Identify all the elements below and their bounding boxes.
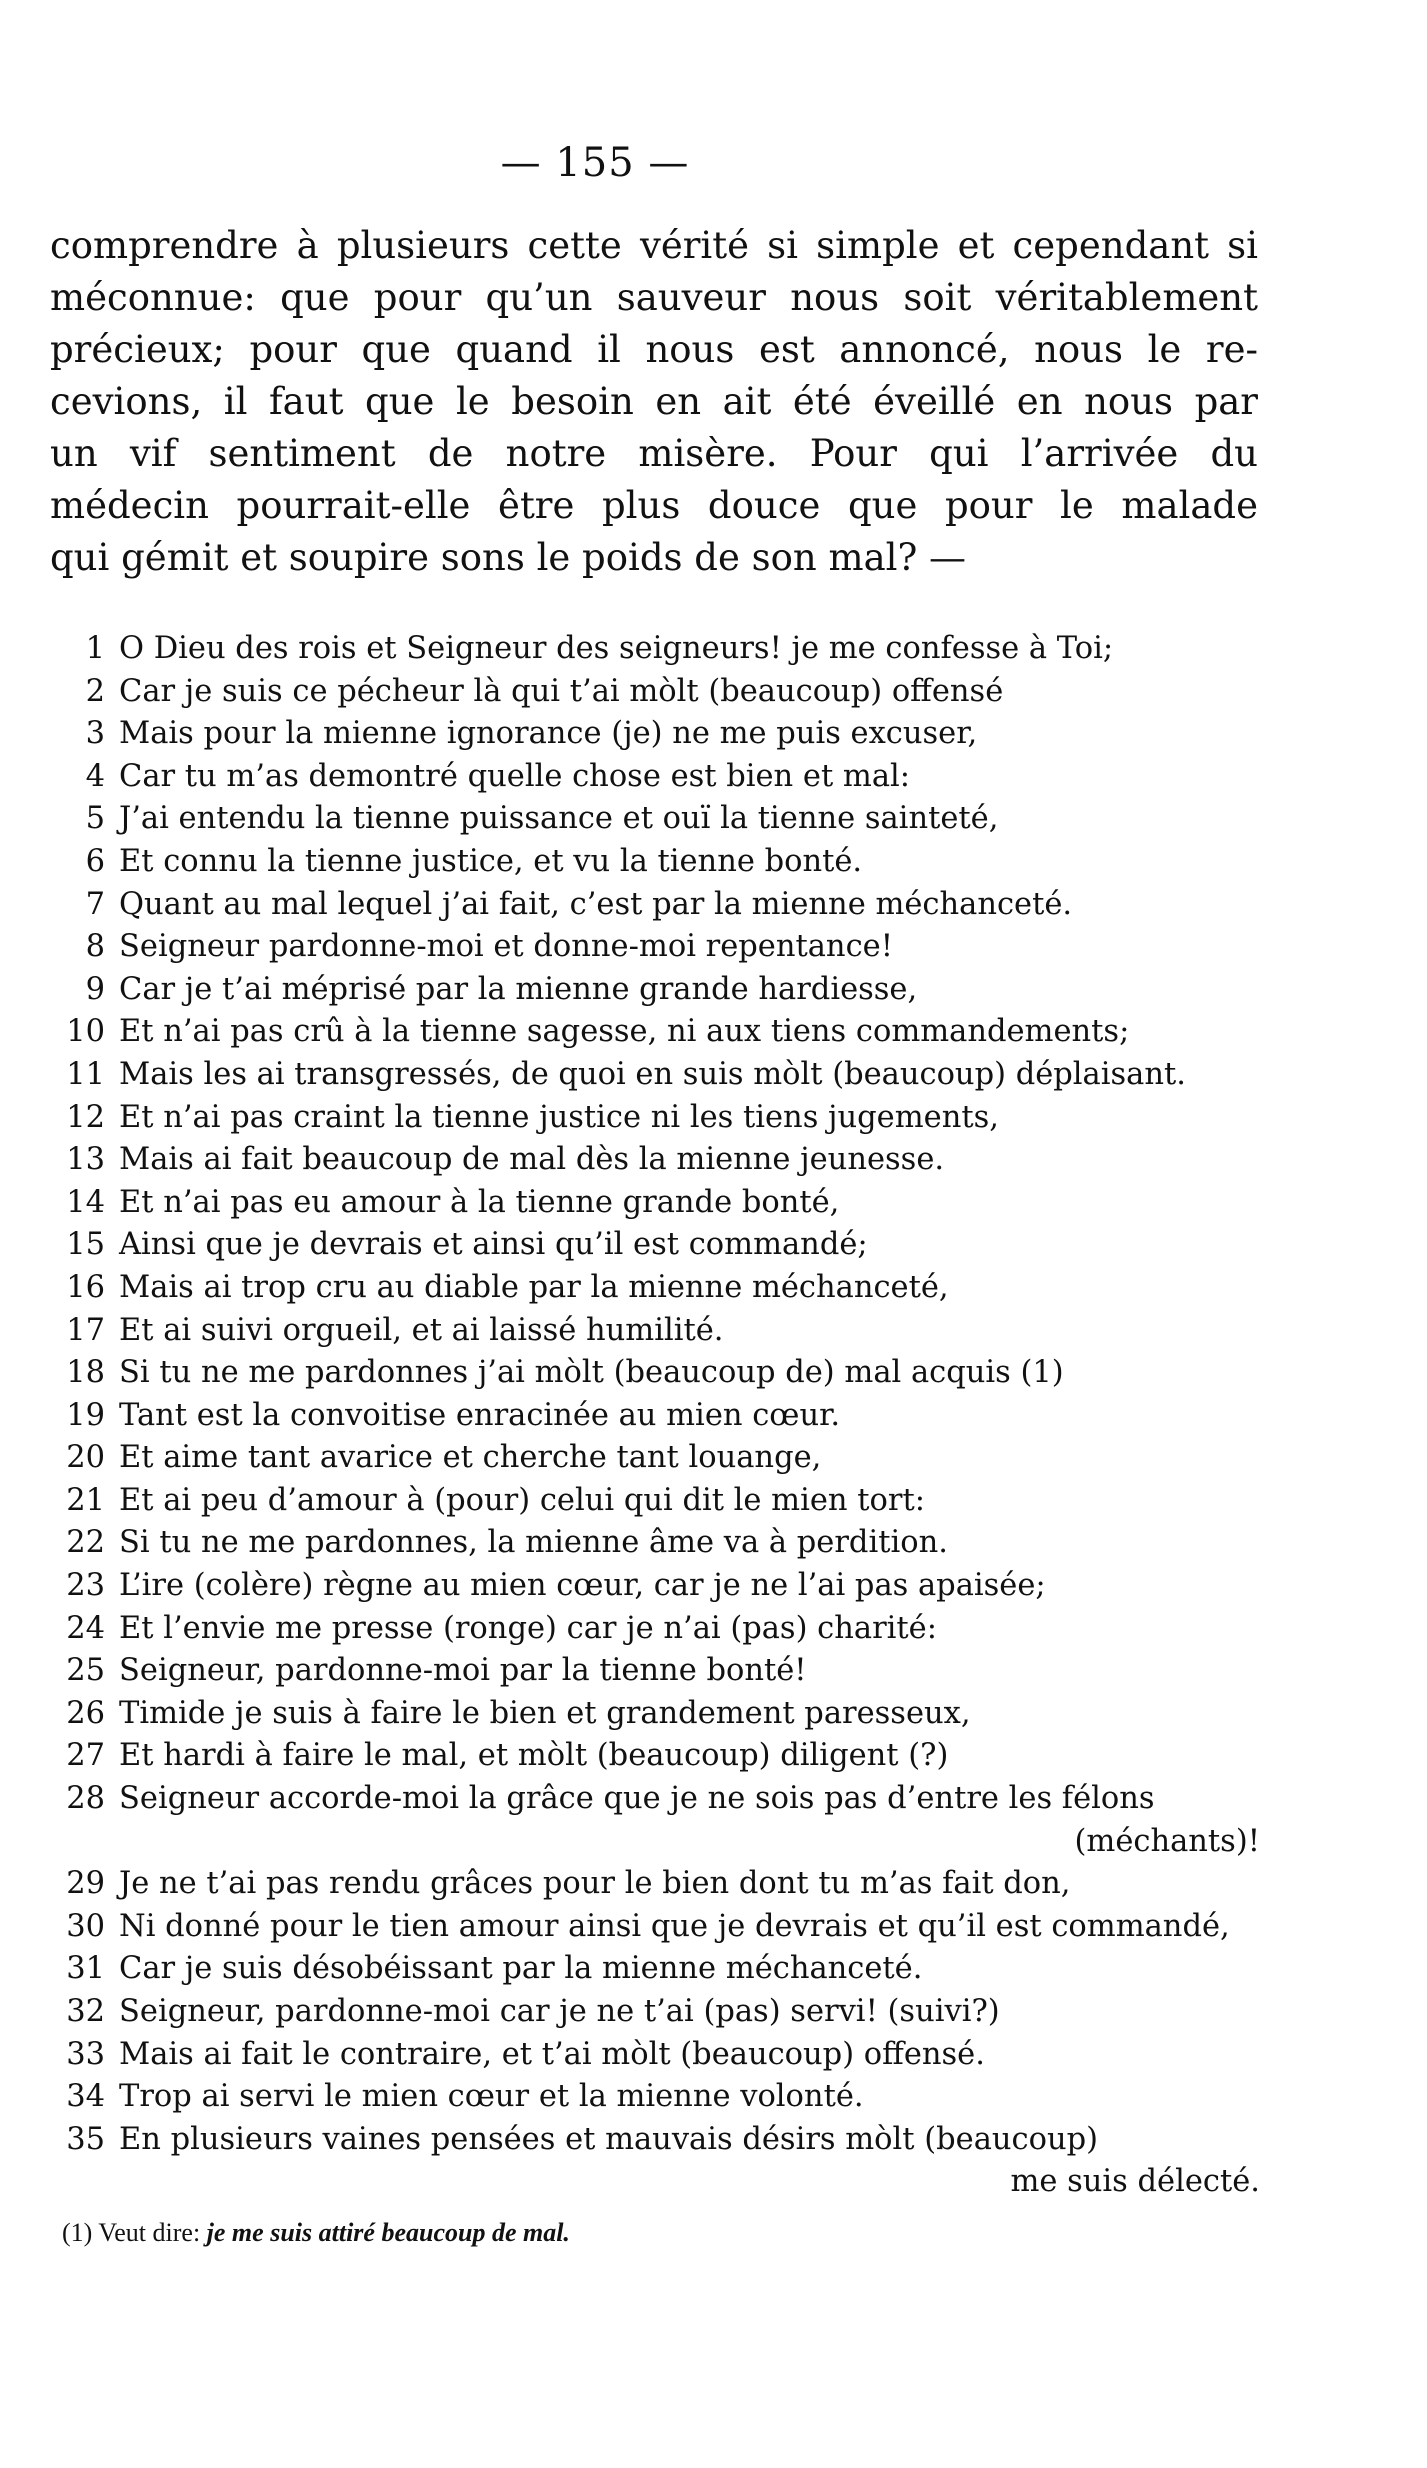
intro-line: médecin pourrait-elle être plus douce que pour le malade <box>50 484 1258 527</box>
verse-number: 11 <box>66 1056 105 1092</box>
verse-line <box>50 884 1260 927</box>
verse-number: 15 <box>66 1227 105 1263</box>
verse-number: 5 <box>85 801 105 837</box>
verse-text: Et hardi à faire le mal, et mòlt (beaucoup) diligent (?) <box>119 1738 949 1774</box>
verse-line <box>50 2119 1260 2162</box>
verse-text: Ainsi que je devrais et ainsi qu’il est commandé; <box>119 1227 868 1263</box>
intro-line: précieux; pour que quand il nous est annoncé, nous le re- <box>50 328 1258 371</box>
verse-line <box>50 1011 1260 1054</box>
verse-number: 14 <box>66 1184 105 1220</box>
verse-line <box>50 1991 1260 2034</box>
verse-number: 30 <box>66 1908 105 1944</box>
verse-text: Et l’envie me presse (ronge) car je n’ai (pas) charité: <box>119 1610 938 1646</box>
verse-line <box>50 1097 1260 1140</box>
verse-line <box>50 1522 1260 1565</box>
verse-line <box>50 969 1260 1012</box>
verse-number: 35 <box>66 2121 105 2157</box>
verse-text: Seigneur, pardonne-moi car je ne t’ai (pas) servi! (suivi?) <box>119 1994 1000 2029</box>
verse-number: 17 <box>66 1312 105 1348</box>
verse-number: 22 <box>66 1525 105 1561</box>
footnote <box>62 2218 570 2248</box>
footnote-lead: Veut dire: <box>98 2218 201 2247</box>
verse-number: 4 <box>85 758 105 794</box>
verse-text: Si tu ne me pardonnes j’ai mòlt (beaucoup de) mal acquis (1) <box>119 1355 1064 1391</box>
verse-number: 9 <box>85 971 105 1007</box>
verse-number: 13 <box>66 1142 105 1178</box>
verse-line <box>50 1267 1260 1310</box>
verse-text: Je ne t’ai pas rendu grâces pour le bien dont tu m’as fait don, <box>119 1866 1071 1902</box>
verse-text: Tant est la convoitise enracinée au mien cœur. <box>119 1397 841 1433</box>
verse-text: Trop ai servi le mien cœur et la mienne volonté. <box>119 2079 864 2115</box>
verse-line <box>50 1650 1260 1693</box>
verse-number: 24 <box>66 1610 105 1646</box>
verse-number: 26 <box>66 1695 105 1731</box>
verse-text: Seigneur, pardonne-moi par la tienne bonté! <box>119 1653 807 1689</box>
verse-text: Timide je suis à faire le bien et grandement paresseux, <box>119 1695 971 1731</box>
verse-line <box>50 2076 1260 2119</box>
verse-line <box>50 1395 1260 1438</box>
verse-number: 31 <box>66 1951 105 1987</box>
verse-number: 12 <box>66 1099 105 1135</box>
verse-text: Et ai peu d’amour à (pour) celui qui dit le mien tort: <box>119 1482 925 1518</box>
verse-number: 6 <box>85 843 105 879</box>
verse-continuation: me suis délecté. <box>1010 2164 1260 2200</box>
verse-line <box>50 671 1260 714</box>
verse-text: Car je t’ai méprisé par la mienne grande hardiesse, <box>119 971 918 1007</box>
intro-line: un vif sentiment de notre misère. Pour qui l’arrivée du <box>50 432 1258 475</box>
verse-text: Et n’ai pas eu amour à la tienne grande bonté, <box>119 1184 840 1220</box>
verse-line <box>50 713 1260 756</box>
intro-line: qui gémit et soupire sons le poids de son mal? — <box>50 536 967 579</box>
verse-line <box>50 926 1260 969</box>
verse-text: J’ai entendu la tienne puissance et ouï la tienne sainteté, <box>119 801 999 837</box>
verse-number: 27 <box>66 1738 105 1774</box>
verse-line <box>50 756 1260 799</box>
page-number: — 155 — <box>500 140 690 186</box>
verse-line <box>50 1778 1260 1821</box>
verse-text: Car tu m’as demontré quelle chose est bien et mal: <box>119 758 911 794</box>
verse-text: Et n’ai pas crû à la tienne sagesse, ni aux tiens commandements; <box>119 1014 1130 1050</box>
verse-text: En plusieurs vaines pensées et mauvais désirs mòlt (beaucoup) <box>119 2121 1099 2157</box>
verse-number: 1 <box>85 631 105 666</box>
intro-line: méconnue: que pour qu’un sauveur nous soit véritablement <box>50 276 1258 319</box>
footnote-italic: je me suis attiré beaucoup de mal. <box>206 2218 570 2247</box>
verse-line <box>50 841 1260 884</box>
verse-text: Mais pour la mienne ignorance (je) ne me puis excuser, <box>119 716 978 752</box>
verse-line <box>50 1054 1260 1097</box>
verse-number: 32 <box>66 1994 105 2029</box>
verse-number: 23 <box>66 1568 105 1604</box>
verse-number: 8 <box>85 929 105 965</box>
verse-line <box>50 1352 1260 1395</box>
verse-text: Et connu la tienne justice, et vu la tienne bonté. <box>119 843 863 879</box>
verse-line <box>50 2034 1260 2077</box>
verse-text: Ni donné pour le tien amour ainsi que je devrais et qu’il est commandé, <box>119 1908 1230 1944</box>
verse-text: Seigneur accorde-moi la grâce que je ne sois pas d’entre les félons <box>119 1781 1155 1817</box>
verse-number: 2 <box>85 673 105 709</box>
verse-text: Mais les ai transgressés, de quoi en suis mòlt (beaucoup) déplaisant. <box>119 1056 1186 1092</box>
verse-text: Car je suis ce pécheur là qui t’ai mòlt (beaucoup) offensé <box>119 673 1004 709</box>
verse-number: 29 <box>66 1866 105 1902</box>
verse-text: Quant au mal lequel j’ai fait, c’est par la mienne méchanceté. <box>119 886 1073 922</box>
footnote-marker: (1) <box>62 2218 93 2247</box>
verse-line <box>50 798 1260 841</box>
verse-number: 19 <box>66 1397 105 1433</box>
verse-text: Mais ai trop cru au diable par la mienne méchanceté, <box>119 1269 949 1305</box>
verse-text: L’ire (colère) règne au mien cœur, car je ne l’ai pas apaisée; <box>119 1568 1046 1604</box>
verse-line <box>50 1863 1260 1906</box>
verse-text: Seigneur pardonne-moi et donne-moi repentance! <box>119 929 893 965</box>
verse-number: 33 <box>66 2036 105 2072</box>
verse-number: 21 <box>66 1482 105 1518</box>
intro-line: cevions, il faut que le besoin en ait été éveillé en nous par <box>50 380 1258 423</box>
verse-continuation: (méchants)! <box>1074 1823 1260 1859</box>
verse-number: 28 <box>66 1781 105 1817</box>
verse-line <box>50 1310 1260 1353</box>
verse-number: 3 <box>85 716 105 752</box>
verse-number: 7 <box>85 886 105 922</box>
verse-line <box>50 1948 1260 1991</box>
verse-line <box>50 1182 1260 1225</box>
verse-text: Et ai suivi orgueil, et ai laissé humilité. <box>119 1312 724 1348</box>
verse-line <box>50 628 1260 671</box>
verse-number: 20 <box>66 1440 105 1476</box>
verse-text: Mais ai fait le contraire, et t’ai mòlt (beaucoup) offensé. <box>119 2036 985 2072</box>
verse-text: Mais ai fait beaucoup de mal dès la mienne jeunesse. <box>119 1142 945 1178</box>
verse-line <box>50 1693 1260 1736</box>
verse-number: 34 <box>66 2079 105 2115</box>
verse-number: 18 <box>66 1355 105 1391</box>
verse-line <box>50 1437 1260 1480</box>
verse-line <box>50 1906 1260 1949</box>
verse-list <box>50 628 1260 2204</box>
verse-number: 10 <box>66 1014 105 1050</box>
verse-text: Et aime tant avarice et cherche tant louange, <box>119 1440 822 1476</box>
verse-line <box>50 1480 1260 1523</box>
verse-text: Et n’ai pas craint la tienne justice ni les tiens jugements, <box>119 1099 999 1135</box>
verse-number: 16 <box>66 1269 105 1305</box>
verse-text: Car je suis désobéissant par la mienne méchanceté. <box>119 1951 923 1987</box>
verse-line <box>50 1735 1260 1778</box>
verse-text: O Dieu des rois et Seigneur des seigneurs! je me confesse à Toi; <box>119 631 1114 666</box>
verse-line <box>50 1565 1260 1608</box>
intro-paragraph <box>50 220 1258 584</box>
verse-text: Si tu ne me pardonnes, la mienne âme va à perdition. <box>119 1525 948 1561</box>
verse-line <box>50 1224 1260 1267</box>
verse-line <box>50 1608 1260 1651</box>
intro-line: comprendre à plusieurs cette vérité si simple et cependant si <box>50 224 1258 267</box>
verse-line <box>50 1139 1260 1182</box>
verse-number: 25 <box>66 1653 105 1689</box>
